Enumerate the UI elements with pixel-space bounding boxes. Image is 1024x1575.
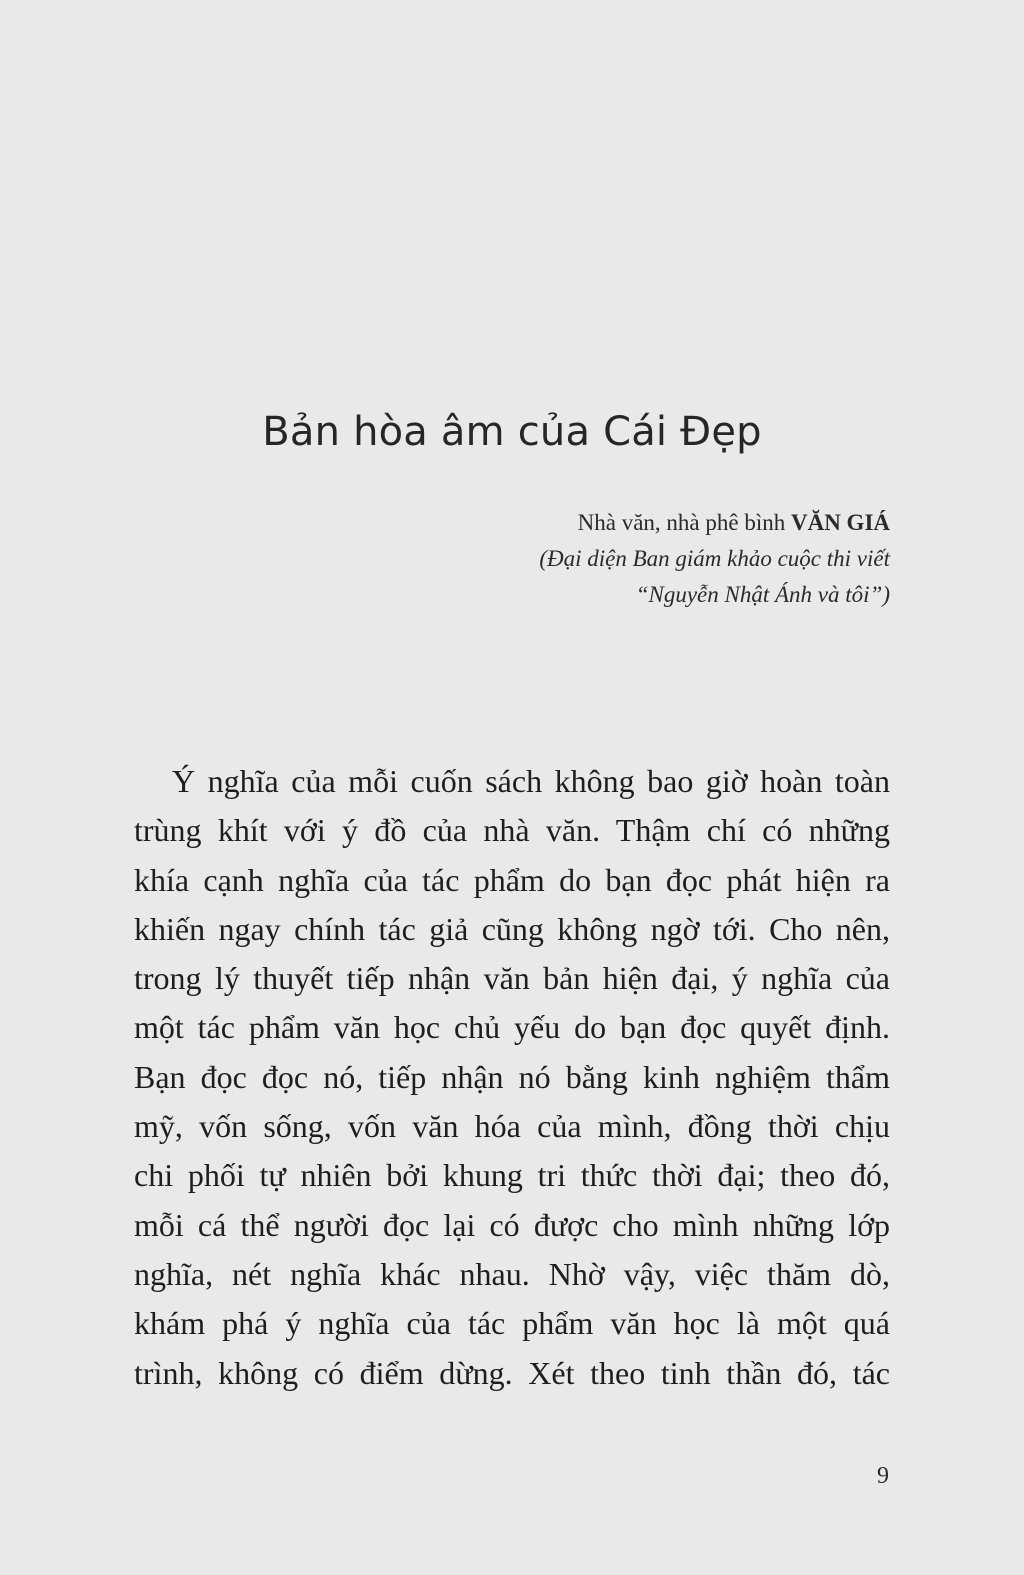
body-line: mỗi cá thể người đọc lại có được cho mình những lớp — [134, 1206, 890, 1243]
body-paragraph — [134, 757, 890, 1398]
author-name: VĂN GIÁ — [790, 510, 890, 535]
byline-note-line-1: (Đại diện Ban giám khảo cuộc thi viết — [539, 546, 890, 571]
body-line: trong lý thuyết tiếp nhận văn bản hiện đại, ý nghĩa của — [134, 960, 890, 997]
author-byline — [370, 505, 890, 613]
body-line: khám phá ý nghĩa của tác phẩm văn học là một quá — [134, 1305, 890, 1342]
body-line: Ý nghĩa của mỗi cuốn sách không bao giờ hoàn toàn — [172, 763, 890, 799]
author-role: Nhà văn, nhà phê bình — [577, 510, 786, 535]
body-line: khía cạnh nghĩa của tác phẩm do bạn đọc phát hiện ra — [134, 861, 890, 898]
byline-note-line-2: “Nguyễn Nhật Ánh và tôi”) — [635, 582, 890, 607]
body-line: nghĩa, nét nghĩa khác nhau. Nhờ vậy, việc thăm dò, — [134, 1255, 890, 1292]
body-line: chi phối tự nhiên bởi khung tri thức thời đại; theo đó, — [134, 1157, 890, 1194]
body-line: trùng khít với ý đồ của nhà văn. Thậm chí có những — [134, 812, 890, 849]
body-line: mỹ, vốn sống, vốn văn hóa của mình, đồng thời chịu — [134, 1108, 890, 1145]
chapter-title: Bản hòa âm của Cái Đẹp — [262, 409, 762, 455]
body-line: khiến ngay chính tác giả cũng không ngờ tới. Cho nên, — [134, 910, 890, 947]
byline-role-line — [370, 505, 890, 541]
page-number: 9 — [877, 1463, 889, 1489]
body-line: một tác phẩm văn học chủ yếu do bạn đọc quyết định. — [134, 1009, 890, 1046]
body-line: trình, không có điểm dừng. Xét theo tinh thần đó, tác — [134, 1354, 890, 1391]
body-line: Bạn đọc đọc nó, tiếp nhận nó bằng kinh nghiệm thẩm — [134, 1058, 890, 1095]
